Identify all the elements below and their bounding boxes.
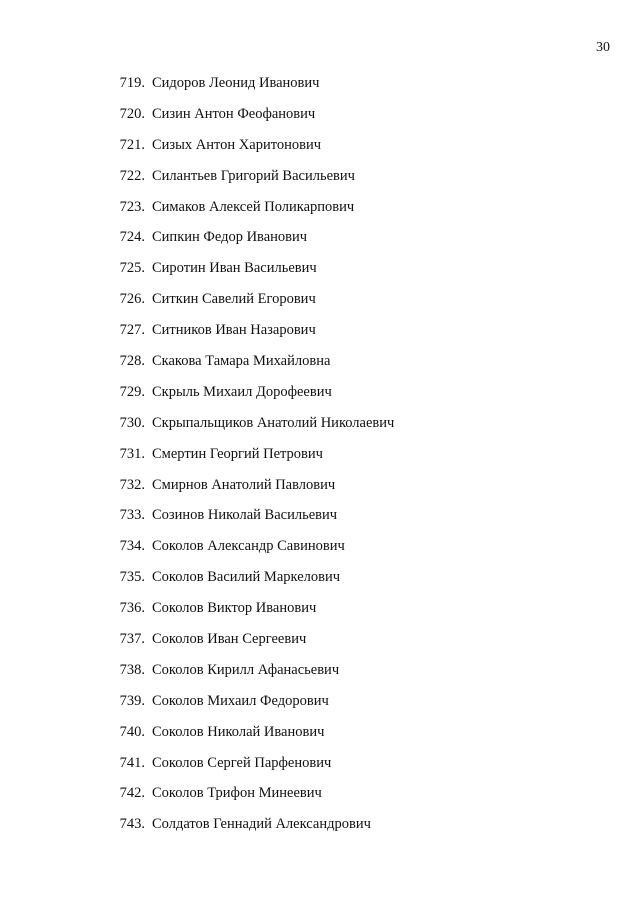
- entry-number: 724.: [119, 229, 145, 246]
- list-item: [0, 408, 640, 439]
- entry-number: 736.: [119, 600, 145, 617]
- entry-name: Соколов Трифон Минеевич: [152, 785, 322, 802]
- entry-number: 720.: [119, 105, 145, 122]
- entry-number: 733.: [119, 507, 145, 524]
- entry-name: Соколов Михаил Федорович: [152, 692, 329, 709]
- entry-name: Симаков Алексей Поликарпович: [152, 198, 355, 215]
- entry-number: 738.: [119, 661, 145, 678]
- list-item: [0, 624, 640, 655]
- entry-name: Сизых Антон Харитонович: [152, 136, 322, 153]
- entry-number: 740.: [119, 723, 145, 740]
- list-item: [0, 717, 640, 748]
- list-item: [0, 809, 640, 840]
- entry-number: 728.: [119, 352, 145, 369]
- entry-number: 742.: [119, 785, 145, 802]
- list-item: [0, 315, 640, 346]
- entry-number: 732.: [119, 476, 145, 493]
- entry-name: Соколов Виктор Иванович: [152, 600, 317, 617]
- entry-name: Силантьев Григорий Васильевич: [152, 167, 355, 184]
- entry-number: 727.: [119, 322, 145, 339]
- list-item: [0, 686, 640, 717]
- entry-name: Соколов Сергей Парфенович: [152, 754, 332, 771]
- entry-number: 741.: [119, 754, 145, 771]
- list-item: [0, 222, 640, 253]
- list-item: [0, 531, 640, 562]
- page-number: 30: [596, 40, 610, 55]
- entry-name: Сипкин Федор Иванович: [152, 229, 308, 246]
- entry-name: Смирнов Анатолий Павлович: [152, 476, 336, 493]
- entry-name: Смертин Георгий Петрович: [152, 445, 323, 462]
- entry-name: Солдатов Геннадий Александрович: [152, 816, 371, 833]
- entry-number: 725.: [119, 260, 145, 277]
- entry-name: Соколов Кирилл Афанасьевич: [152, 661, 340, 678]
- entry-number: 731.: [119, 445, 145, 462]
- list-item: [0, 439, 640, 470]
- entry-number: 743.: [119, 816, 145, 833]
- list-item: [0, 284, 640, 315]
- list-item: [0, 593, 640, 624]
- entry-number: 737.: [119, 630, 145, 647]
- list-item: [0, 470, 640, 501]
- entry-number: 726.: [119, 291, 145, 308]
- list-item: [0, 778, 640, 809]
- entry-name: Соколов Николай Иванович: [152, 723, 325, 740]
- entry-name: Скакова Тамара Михайловна: [152, 352, 331, 369]
- entry-number: 734.: [119, 538, 145, 555]
- entry-number: 735.: [119, 569, 145, 586]
- entry-name: Сидоров Леонид Иванович: [152, 74, 320, 91]
- entry-name: Ситников Иван Назарович: [152, 322, 316, 339]
- entry-name: Сиротин Иван Васильевич: [152, 260, 317, 277]
- entry-name: Соколов Василий Маркелович: [152, 569, 341, 586]
- entry-number: 739.: [119, 692, 145, 709]
- list-item: [0, 346, 640, 377]
- list-item: [0, 500, 640, 531]
- list-item: [0, 161, 640, 192]
- entry-name: Сизин Антон Феофанович: [152, 105, 316, 122]
- entry-name: Скрыль Михаил Дорофеевич: [152, 383, 332, 400]
- entry-name: Созинов Николай Васильевич: [152, 507, 338, 524]
- list-item: [0, 192, 640, 223]
- entry-name: Скрыпальщиков Анатолий Николаевич: [152, 414, 395, 431]
- entry-number: 721.: [119, 136, 145, 153]
- list-item: [0, 130, 640, 161]
- list-item: [0, 99, 640, 130]
- list-item: [0, 655, 640, 686]
- entry-number: 729.: [119, 383, 145, 400]
- entry-name: Соколов Александр Савинович: [152, 538, 345, 555]
- entry-number: 723.: [119, 198, 145, 215]
- name-list: [0, 68, 640, 840]
- list-item: [0, 748, 640, 779]
- entry-name: Ситкин Савелий Егорович: [152, 291, 316, 308]
- entry-number: 730.: [119, 414, 145, 431]
- list-item: [0, 68, 640, 99]
- entry-number: 719.: [119, 74, 145, 91]
- entry-name: Соколов Иван Сергеевич: [152, 630, 307, 647]
- entry-number: 722.: [119, 167, 145, 184]
- list-item: [0, 562, 640, 593]
- list-item: [0, 377, 640, 408]
- list-item: [0, 253, 640, 284]
